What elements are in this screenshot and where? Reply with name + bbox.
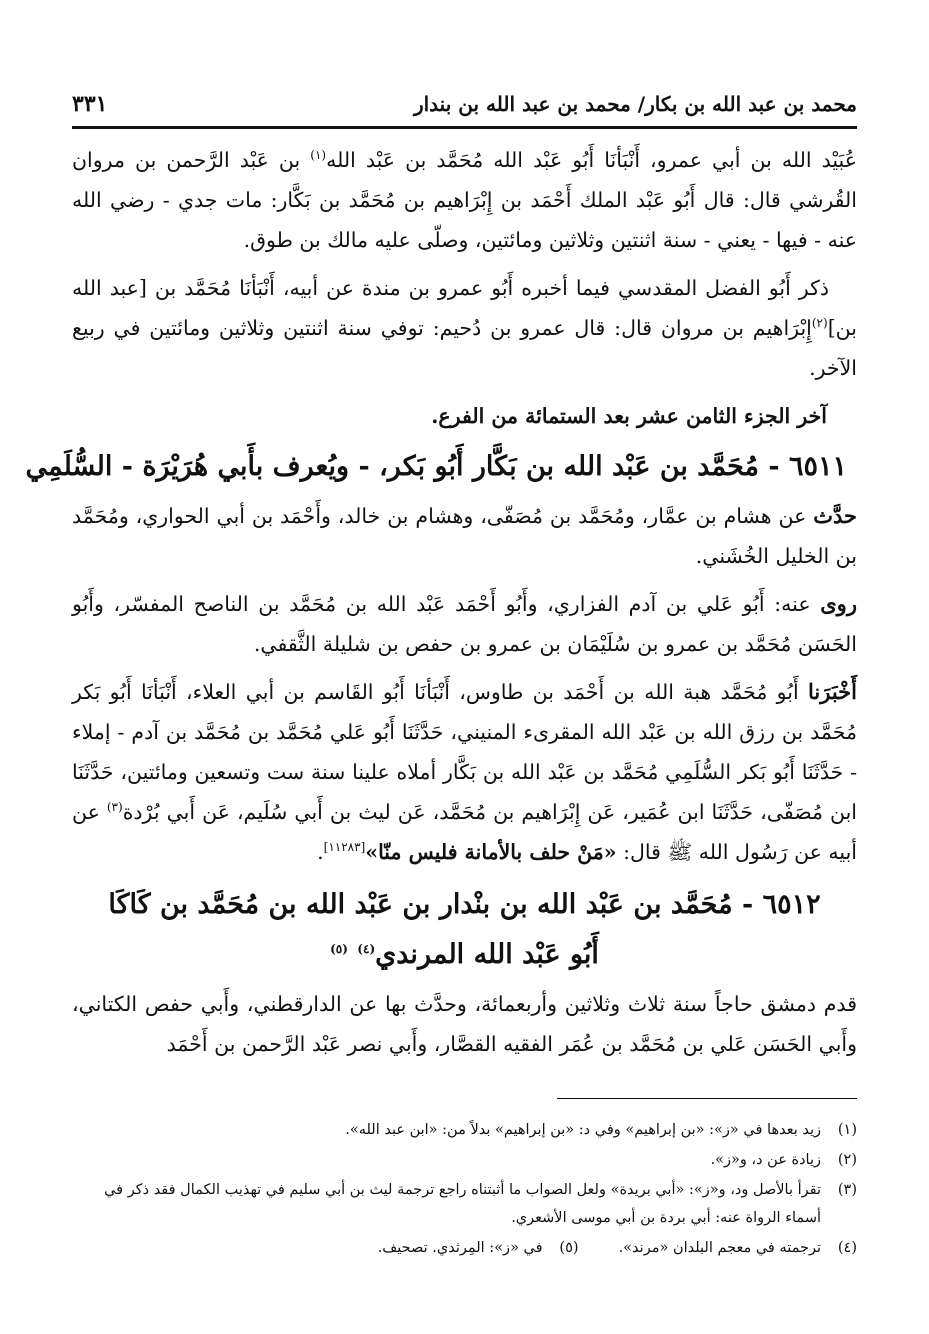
footnote-separator (557, 1098, 857, 1099)
paragraph-text: إِبْرَاهيم بن مروان قال: قال عمرو بن دُحيم: توفي سنة اثنتين وثلاثين ومائتين في ربيع الآخر. (72, 316, 857, 380)
paragraph-text: عُبَيْد الله بن أبي عمرو، أَنْبَأنَا أَبُو عَبْد الله مُحَمَّد بن عَبْد الله (326, 148, 857, 172)
entry-heading-line (72, 930, 857, 980)
running-header (72, 84, 857, 124)
footnote-number: (٢) (837, 1152, 857, 1168)
footnote (619, 1234, 857, 1262)
footnote-text: زيد بعدها في «ز»: «بن إبراهيم» وفي د: «بن إبراهيم» بدلاً من: «ابن عبد الله». (345, 1122, 821, 1138)
paragraph-text: عن أبيه عن رَسُول الله ﷺ قال: (72, 800, 857, 864)
footnote-marker: (٢) (811, 316, 828, 331)
paragraph-text: ذكر أَبُو الفضل المقدسي فيما أخبره أَبُو عمرو بن مندة عن أبيه، أَنْبَأنَا مُحَمَّد بن [عبد الله بن] (72, 276, 857, 340)
paragraph-mandah-report (72, 268, 857, 388)
paragraph-narrators (72, 584, 857, 664)
footnote-number: (٥) (559, 1240, 579, 1256)
entry-heading-text: أَبُو عَبْد الله المرندي (375, 939, 599, 970)
header-title: محمد بن عبد الله بن بكار/ محمد بن عبد الله بن بندار (413, 92, 857, 116)
lead-word: روى (820, 591, 857, 616)
lead-word: حدَّث (813, 503, 857, 528)
footnote-row (72, 1234, 857, 1264)
part-end-note: آخر الجزء الثامن عشر بعد الستمائة من الفرع. (431, 404, 827, 428)
footnote-text: في «ز»: المِرثدي. تصحيف. (377, 1240, 543, 1256)
paragraph-narrated-from (72, 496, 857, 576)
entry-heading: ٦٥١١ - مُحَمَّد بن عَبْد الله بن بَكَّار أَبُو بَكر، - ويُعرف بأَبي هُرَيْرَة - السُّلَمِي (25, 451, 847, 482)
paragraph-text: عنه: أَبُو عَلي بن آدم الفزاري، وأَبُو أَحْمَد عَبْد الله بن مُحَمَّد بن الناصح المفسّر، وأَبُو الحَسَن مُحَمَّد بن عمرو بن سُلَيْمَان بن عمرو بن حفص بن شليلة الثَّقفي. (72, 592, 857, 656)
paragraph-text: أَبُو مُحَمَّد هبة الله بن أَحْمَد بن طاوس، أَنْبَأنَا أَبُو القَاسم بن أبي العلاء، أَنْبَأنَا أَبُو بَكر مُحَمَّد بن رزق الله بن عَبْد الله المقرىء المنيني، حَدَّثَنَا أَبُو عَلي مُحَمَّد بن مُحَمَّد بن آدم - إملاء - حَدَّثَنَا أَبُو بَكر السُّلَمِي مُحَمَّد بن عَبْد الله بن بَكَّار أملاه علينا سنة ست وتسعين ومائتين، حَدَّثَنَا ابن مُصَفّى، حَدَّثَنَا ابن عُمَير، عَن إِبْرَاهيم بن مُحَمَّد، عَن ليث بن أَبي سُلَيم، عَن أَبي بُرْدة (72, 680, 857, 824)
paragraph-text: . (317, 840, 324, 864)
hadith-reference: [١١٢٨٣] (323, 840, 366, 855)
hadith-quote: «مَنْ حلف بالأمانة فليس منّا» (365, 840, 617, 864)
footnote-text: تقرأ بالأصل ود، و«ز»: «أبي بريدة» ولعل الصواب ما أثبتناه راجع ترجمة ليث بن أبي سليم في تهذيب الكمال فقد ذكر في أسماء الرواة عنه: أبي بردة بن أبي موسى الأشعري. (104, 1182, 821, 1226)
paragraph-death-report (72, 140, 857, 260)
header-rule (72, 126, 857, 129)
footnote-marker: (١) (310, 148, 327, 163)
footnote (72, 1146, 857, 1174)
main-text (25, 140, 857, 1072)
paragraph-hadith (72, 672, 857, 872)
footnote-marker: (٣) (106, 800, 123, 815)
footnote (72, 1176, 857, 1232)
entry-heading (72, 880, 857, 980)
footnote-text: ترجمته في معجم البلدان «مرند». (618, 1240, 821, 1256)
footnote (378, 1234, 579, 1262)
entry-heading-line: ٦٥١٢ - مُحَمَّد بن عَبْد الله بن بنْدار بن عَبْد الله بن مُحَمَّد بن كَاكَا (108, 889, 821, 920)
footnote-number: (١) (837, 1122, 857, 1138)
footnote-text: زيادة عن د، و«ز». (710, 1152, 821, 1168)
paragraph-text: عن هشام بن عمَّار، ومُحَمَّد بن مُصَفّى، وهشام بن خالد، وأَحْمَد بن أبي الحواري، ومُحَمَّد بن الخليل الخُشَني. (72, 504, 857, 568)
footnote-number: (٤) (837, 1240, 857, 1256)
paragraph-text: بن عَبْد الرَّحمن بن مروان القُرشي قال: قال أَبُو عَبْد الملك أَحْمَد بن إِبْرَاهيم بن مُحَمَّد بن بَكَّار: مات جدي - رضي الله عنه - فيها - يعني - سنة اثنتين وثلاثين ومائتين، وصلّى عليه مالك بن طوق. (72, 148, 857, 252)
lead-word: أَخْبَرَنا (808, 679, 857, 704)
footnote-marker: (٥) (330, 942, 348, 956)
footnote (72, 1116, 857, 1144)
footnote-marker: (٤) (357, 942, 376, 956)
paragraph-visit (72, 984, 857, 1064)
paragraph-text: قدم دمشق حاجاً سنة ثلاث وثلاثين وأربعمائة، وحدَّث بها عن الدارقطني، وأَبي حفص الكتاني، وأَبي الحَسَن عَلي بن مُحَمَّد بن عُمَر الفقيه القصَّار، وأَبي نصر عَبْد الرَّحمن بن أَحْمَد (72, 992, 857, 1056)
page-number: ٣٣١ (72, 91, 108, 117)
footnote-number: (٣) (837, 1182, 857, 1198)
footnotes (72, 1116, 857, 1264)
